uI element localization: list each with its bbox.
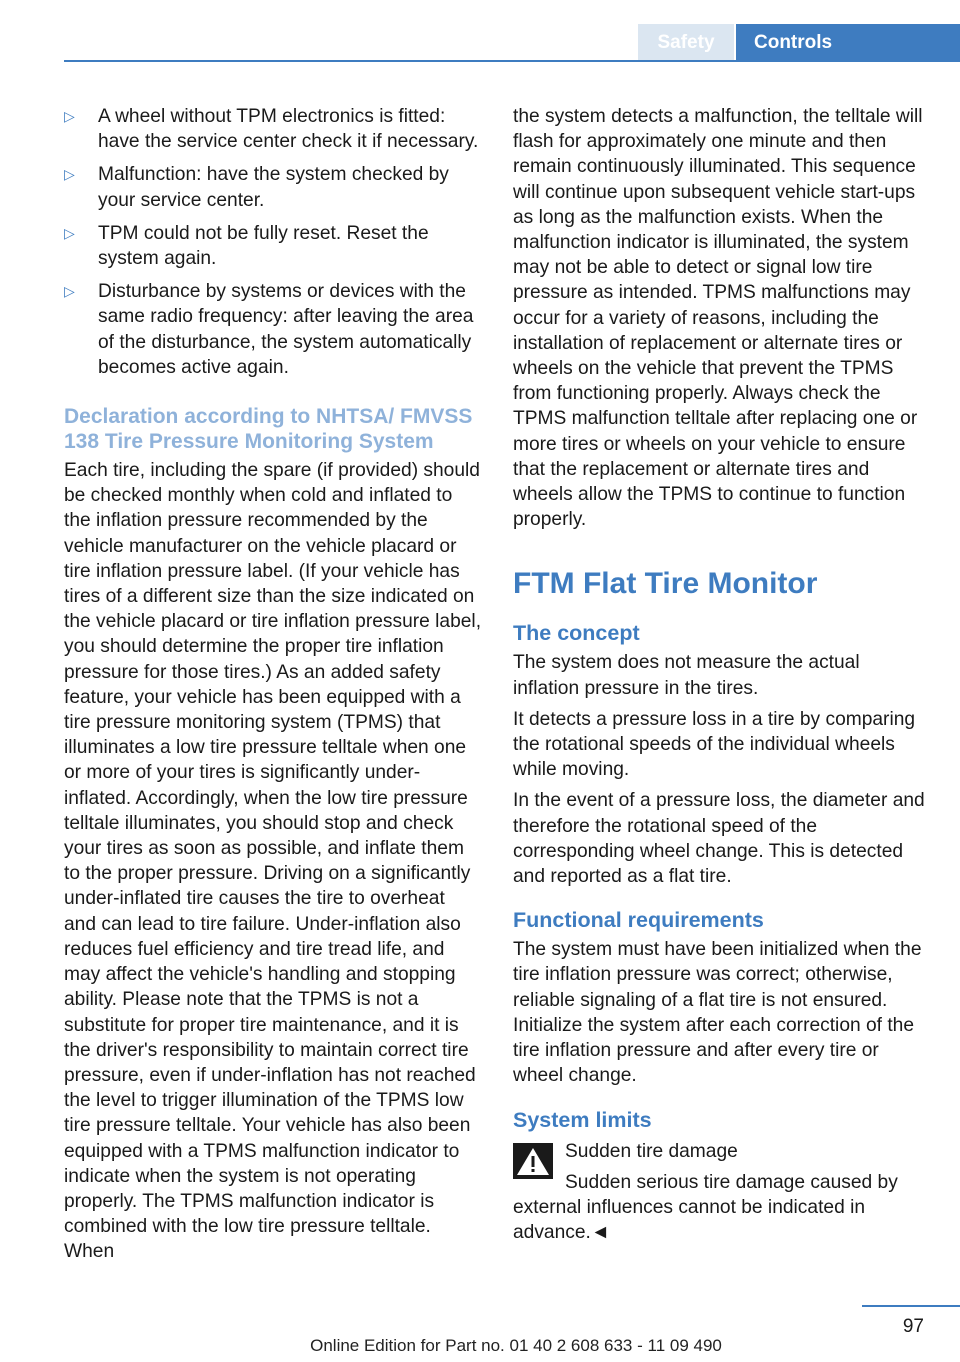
declaration-text: Each tire, including the spare (if provided) should be checked monthly when cold and inflated to the inflation pressure recommended by the vehicle manufacturer on the vehicle placard or tire inflation pressure label. (If your vehicle has tires of a different size than the size indicated on the vehicle placard or tire inflation pressure label, you should determine the proper tire inflation pressure for those tires.) As an added safety feature, your vehicle has been equipped with a tire pressure monitoring system (TPMS) that illuminates a low tire pressure telltale when one or more of your tires is significantly under-inflated. Accordingly, when the low tire pressure telltale illuminates, you should stop and check your tires as soon as possible, and inflate them to the proper pressure. Driving on a significantly under-inflated tire causes the tire to overheat and can lead to tire failure. Under-inflation also reduces fuel efficiency and tire tread life, and may affect the vehicle's handling and stopping ability. Please note that the TPMS is not a substitute for proper tire maintenance, and it is the driver's responsibility to maintain correct tire pressure, even if under-inflation has not reached the level to trigger illumination of the TPMS low tire pressure telltale. Your vehicle has also been equipped with a TPMS malfunction indicator to indicate when the system is not operating properly. The TPMS malfunction indicator is combined with the low tire pressure telltale. When	[64, 460, 482, 1263]
bullet-arrow-icon: ▷	[64, 166, 75, 183]
list-item	[64, 279, 482, 380]
section-title: FTM Flat Tire Monitor	[513, 567, 818, 601]
concept-heading: The concept	[513, 621, 640, 646]
header-rule	[64, 60, 960, 62]
bullet-text: A wheel without TPM electronics is fitted: have the service center check it if necessary.	[98, 106, 479, 153]
list-item	[64, 104, 482, 154]
warning-text: Sudden serious tire damage caused by external influences cannot be indicated in advance.◄	[513, 1171, 898, 1244]
header-tabs	[638, 24, 960, 62]
bullet-arrow-icon: ▷	[64, 108, 75, 124]
declaration-heading: Declaration according to NHTSA/ FMVSS 138 Tire Pressure Monitoring System	[64, 405, 473, 454]
bullet-text: TPM could not be fully reset. Reset the system again.	[98, 222, 429, 270]
footer-rule	[862, 1305, 960, 1307]
bullet-text: Malfunction: have the system checked by your service center.	[98, 164, 449, 211]
continuation-text: the system detects a malfunction, the telltale will flash for approximately one minute and then remain continuously illuminated. This sequence will continue upon subsequent vehicle start-ups as long as the malfunction exists. When the malfunction indicator is illuminated, the system may not be able to detect or signal low tire pressure as intended. TPMS malfunctions may occur for a variety of reasons, including the installation of replacement or alternate tires or wheels on the vehicle that prevent the TPMS from functioning properly. Always check the TPMS malfunction telltale after replacing one or more tires or wheels on your vehicle to ensure that the replacement or alternate tires and wheels allow the TPMS to continue to function properly.	[513, 106, 923, 531]
warning-title: Sudden tire damage	[565, 1140, 738, 1162]
concept-paragraph-3: In the event of a pressure loss, the diameter and therefore the rotational speed of the corresponding wheel change. This is detected and reported as a flat tire.	[513, 790, 925, 888]
left-column	[64, 104, 482, 1271]
bullet-arrow-icon: ▷	[64, 283, 75, 300]
page-number: 97	[902, 1316, 924, 1337]
warning-triangle-icon	[513, 1143, 553, 1179]
bullet-arrow-icon: ▷	[64, 224, 75, 241]
bullet-text: Disturbance by systems or devices with the same radio frequency: after leaving the area of the disturbance, the system automatically becomes active again.	[98, 281, 474, 378]
footer-edition: Online Edition for Part no. 01 40 2 608 633 - 11 09 490	[310, 1336, 722, 1355]
tab-safety: Safety	[638, 24, 734, 62]
tab-controls: Controls	[736, 24, 960, 62]
requirements-text: The system must have been initialized when the tire inflation pressure was correct; otherwise, reliable signaling of a flat tire is not ensured. Initialize the system after each correction of the tire inflation pressure and after every tire or wheel change.	[513, 939, 922, 1087]
right-column	[513, 104, 931, 1251]
requirements-heading: Functional requirements	[513, 908, 764, 933]
list-item	[64, 162, 482, 212]
bullet-list	[64, 104, 482, 380]
warning-block	[513, 1139, 931, 1246]
list-item	[64, 221, 482, 271]
concept-paragraph-2: It detects a pressure loss in a tire by comparing the rotational speeds of the individual wheels while moving.	[513, 708, 916, 781]
concept-paragraph-1: The system does not measure the actual inflation pressure in the tires.	[513, 652, 860, 699]
limits-heading: System limits	[513, 1107, 652, 1132]
